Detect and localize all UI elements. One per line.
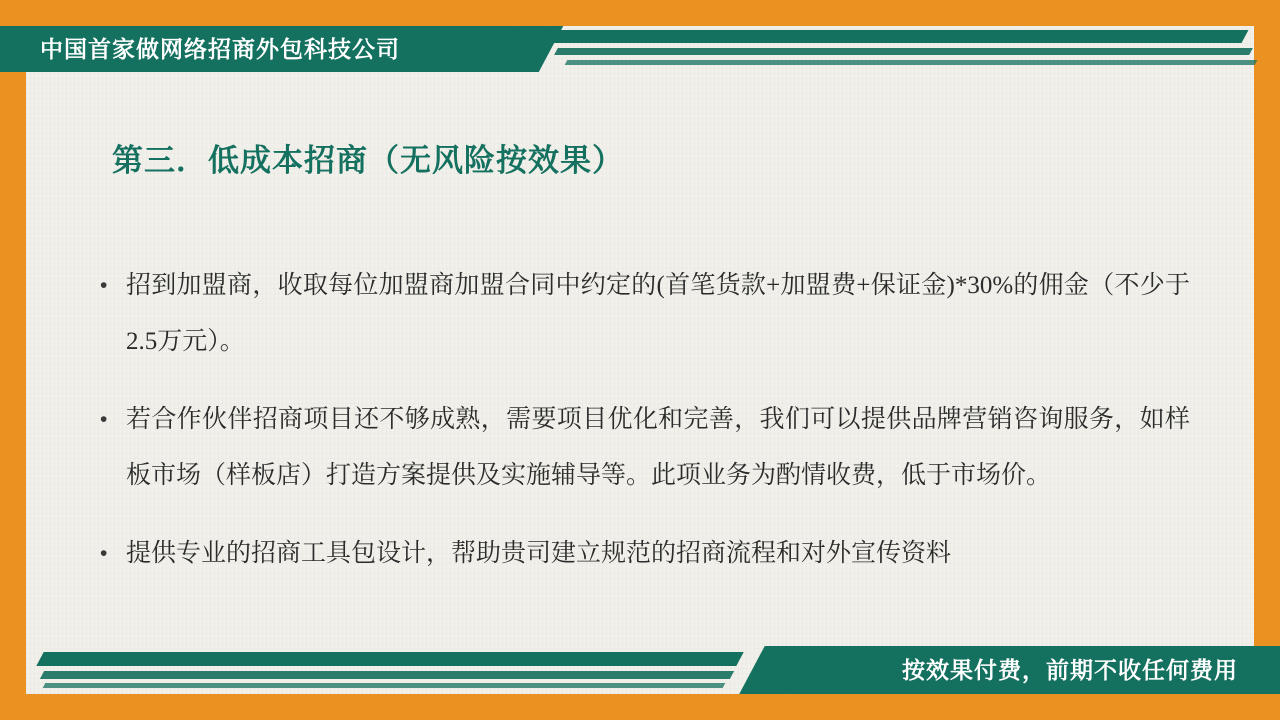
bottom-banner-stripe-1 bbox=[36, 652, 743, 666]
bottom-banner-stripe-3 bbox=[43, 683, 726, 688]
list-item-text: 提供专业的招商工具包设计，帮助贵司建立规范的招商流程和对外宣传资料 bbox=[126, 540, 952, 567]
bottom-banner-title: 按效果付费，前期不收任何费用 bbox=[902, 657, 1238, 683]
bottom-banner-stripe-2 bbox=[40, 671, 734, 679]
bullet-list bbox=[100, 258, 1190, 604]
top-banner bbox=[0, 26, 1280, 72]
list-item-text: 招到加盟商，收取每位加盟商加盟合同中约定的(首笔货款+加盟费+保证金)*30%的佣金（不少于2.5万元）。 bbox=[126, 272, 1190, 355]
top-banner-stripe-2 bbox=[554, 48, 1253, 55]
top-banner-title: 中国首家做网络招商外包科技公司 bbox=[40, 36, 400, 62]
top-banner-stripe-3 bbox=[565, 60, 1258, 65]
bullet-marker-icon: • bbox=[100, 408, 108, 431]
page-title: 第三．低成本招商（无风险按效果） bbox=[112, 143, 624, 178]
list-item-text: 若合作伙伴招商项目还不够成熟，需要项目优化和完善，我们可以提供品牌营销咨询服务，如样板市场（样板店）打造方案提供及实施辅导等。此项业务为酌情收费，低于市场价。 bbox=[126, 406, 1190, 489]
bullet-marker-icon: • bbox=[100, 274, 108, 297]
list-item bbox=[100, 526, 1190, 582]
bottom-banner bbox=[0, 646, 1280, 694]
list-item bbox=[100, 258, 1190, 370]
top-banner-stripe-1 bbox=[542, 30, 1249, 43]
list-item bbox=[100, 392, 1190, 504]
bullet-marker-icon: • bbox=[100, 542, 108, 565]
